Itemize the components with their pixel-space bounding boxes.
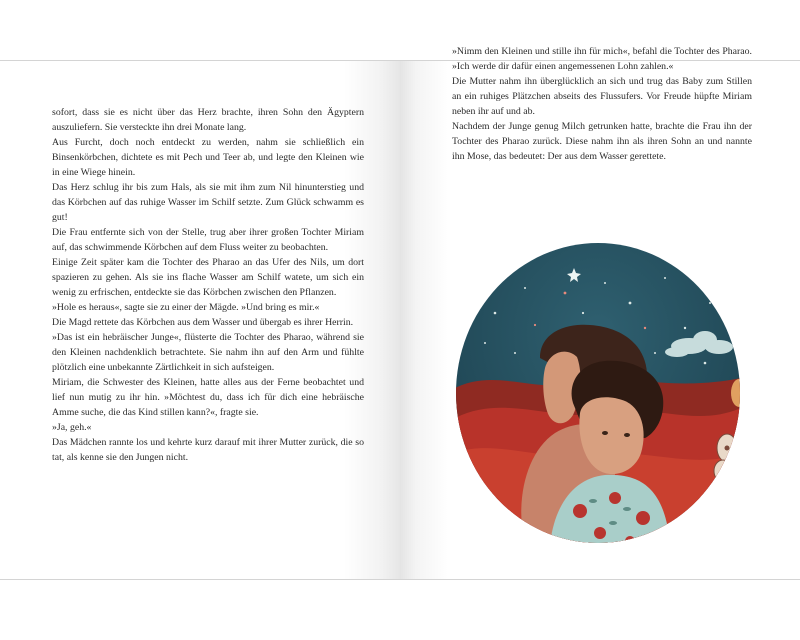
mother-and-child-illustration-icon bbox=[455, 243, 741, 544]
right-page-text bbox=[452, 44, 752, 164]
paragraph: »Nimm den Kleinen und stille ihn für mich«, befahl die Tochter des Pharao. »Ich werde dir dafür einen angemessenen Lohn zahlen.« bbox=[452, 46, 752, 72]
paragraph: »Das ist ein hebräischer Junge«, flüsterte die Tochter des Pharao, während sie den Kleinen nachdenklich betrachtete. Sie nahm ihn auf den Arm und fühlte plötzlich eine unbekannte Zärtlichkeit in sich aufsteigen. bbox=[52, 332, 364, 373]
paragraph: Einige Zeit später kam die Tochter des Pharao an das Ufer des Nils, um dort spazieren zu gehen. Als sie ins flache Wasser am Schilf watete, um sich ein wenig zu erfrischen, entdeckte sie das Körbchen zwischen den Pflanzen. bbox=[52, 257, 364, 298]
paragraph: Miriam, die Schwester des Kleinen, hatte alles aus der Ferne beobachtet und lief nun mutig zu ihr hin. »Möchtest du, dass ich für dich eine hebräische Amme suche, die das Kind stillen kann?«, fragte sie. bbox=[52, 377, 364, 418]
paragraph: Die Frau entfernte sich von der Stelle, trug aber ihrer großen Tochter Miriam auf, das schwimmende Körbchen auf dem Fluss weiter zu beobachten. bbox=[52, 227, 364, 253]
left-page-text bbox=[52, 105, 364, 465]
paragraph: »Hole es heraus«, sagte sie zu einer der Mägde. »Und bring es mir.« bbox=[52, 302, 320, 313]
paragraph: Aus Furcht, doch noch entdeckt zu werden, nahm sie schließlich ein Binsenkörbchen, dichtete es mit Pech und Teer ab, und legte den Kleinen wie in eine Wiege hinein. bbox=[52, 137, 364, 178]
paragraph: Die Mutter nahm ihn überglücklich an sich und trug das Baby zum Stillen an ein ruhiges Plätzchen abseits des Flussufers. Vor Freude hüpfte Miriam neben ihr auf und ab. bbox=[452, 76, 752, 117]
paragraph: Die Magd rettete das Körbchen aus dem Wasser und übergab es ihrer Herrin. bbox=[52, 317, 354, 328]
paragraph: Das Herz schlug ihr bis zum Hals, als sie mit ihm zum Nil hinunterstieg und das Körbchen auf das ruhige Wasser im Schilf setzte. Zum Glück schwamm es gut! bbox=[52, 182, 364, 223]
paragraph: »Ja, geh.« bbox=[52, 422, 92, 433]
paragraph: sofort, dass sie es nicht über das Herz brachte, ihren Sohn den Ägyptern auszuliefern. Sie versteckte ihn drei Monate lang. bbox=[52, 107, 364, 133]
paragraph: Das Mädchen rannte los und kehrte kurz darauf mit ihrer Mutter zurück, die so tat, als kenne sie den Jungen nicht. bbox=[52, 437, 364, 463]
paragraph: Nachdem der Junge genug Milch getrunken hatte, brachte die Frau ihn der Tochter des Pharao zurück. Diese nahm ihn als ihren Sohn an und nannte ihn Mose, das bedeutet: Der aus dem Wasser gerettete. bbox=[452, 121, 752, 162]
left-page bbox=[0, 61, 400, 579]
